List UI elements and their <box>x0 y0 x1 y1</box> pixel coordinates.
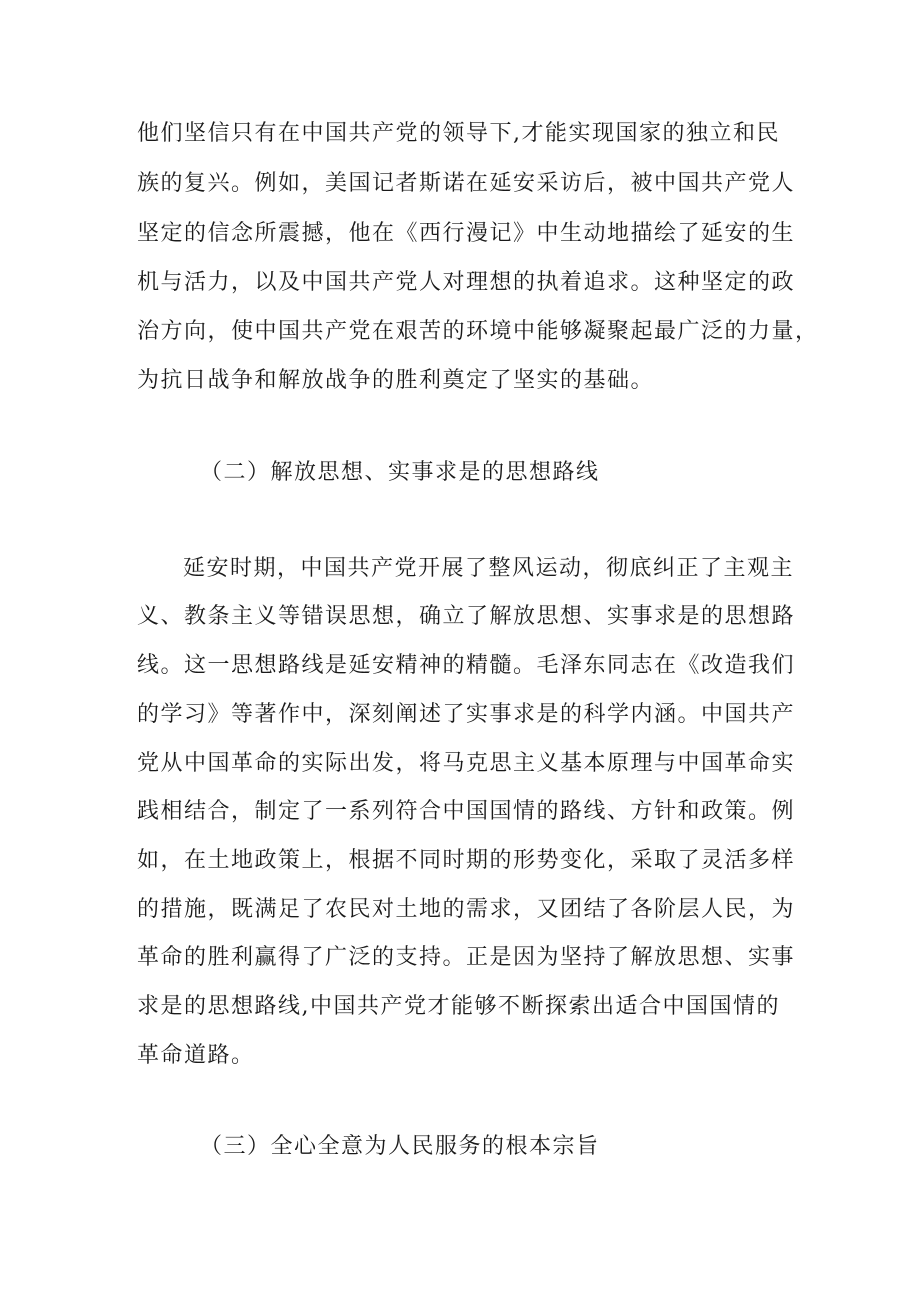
text-line: 党从中国革命的实际出发，将马克思主义基本原理与中国革命实 <box>137 751 796 776</box>
text-line: 机与活力，以及中国共产党人对理想的执着追求。这种坚定的政 <box>137 270 796 295</box>
section-heading-3: （三）全心全意为人民服务的根本宗旨 <box>200 1134 600 1159</box>
text-line: 延安时期，中国共产党开展了整风运动，彻底纠正了主观主 <box>183 556 795 581</box>
text-line: 如，在土地政策上，根据不同时期的形势变化，采取了灵活多样 <box>137 848 796 873</box>
text-line: 他们坚信只有在中国共产党的领导下,才能实现国家的独立和民 <box>137 121 780 146</box>
section-heading-2: （二）解放思想、实事求是的思想路线 <box>200 460 600 485</box>
text-line: 的措施，既满足了农民对土地的需求，又团结了各阶层人民，为 <box>137 897 796 922</box>
text-line: 为抗日战争和解放战争的胜利奠定了坚实的基础。 <box>137 368 655 393</box>
text-line: 治方向，使中国共产党在艰苦的环境中能够凝聚起最广泛的力量， <box>137 319 819 344</box>
text-line: 族的复兴。例如，美国记者斯诺在延安采访后，被中国共产党人 <box>137 171 796 196</box>
text-line: 义、教条主义等错误思想，确立了解放思想、实事求是的思想路 <box>137 604 796 629</box>
text-line: 坚定的信念所震撼，他在《西行漫记》中生动地描绘了延安的生 <box>137 221 796 246</box>
text-line: 的学习》等著作中，深刻阐述了实事求是的科学内涵。中国共产 <box>137 702 796 727</box>
text-line: 革命的胜利赢得了广泛的支持。正是因为坚持了解放思想、实事 <box>137 945 796 970</box>
text-line: 求是的思想路线,中国共产党才能够不断探索出适合中国国情的 <box>137 994 780 1019</box>
text-line: 践相结合，制定了一系列符合中国国情的路线、方针和政策。例 <box>137 799 796 824</box>
text-line: 线。这一思想路线是延安精神的精髓。毛泽东同志在《改造我们 <box>137 653 796 678</box>
text-line: 革命道路。 <box>137 1043 255 1068</box>
